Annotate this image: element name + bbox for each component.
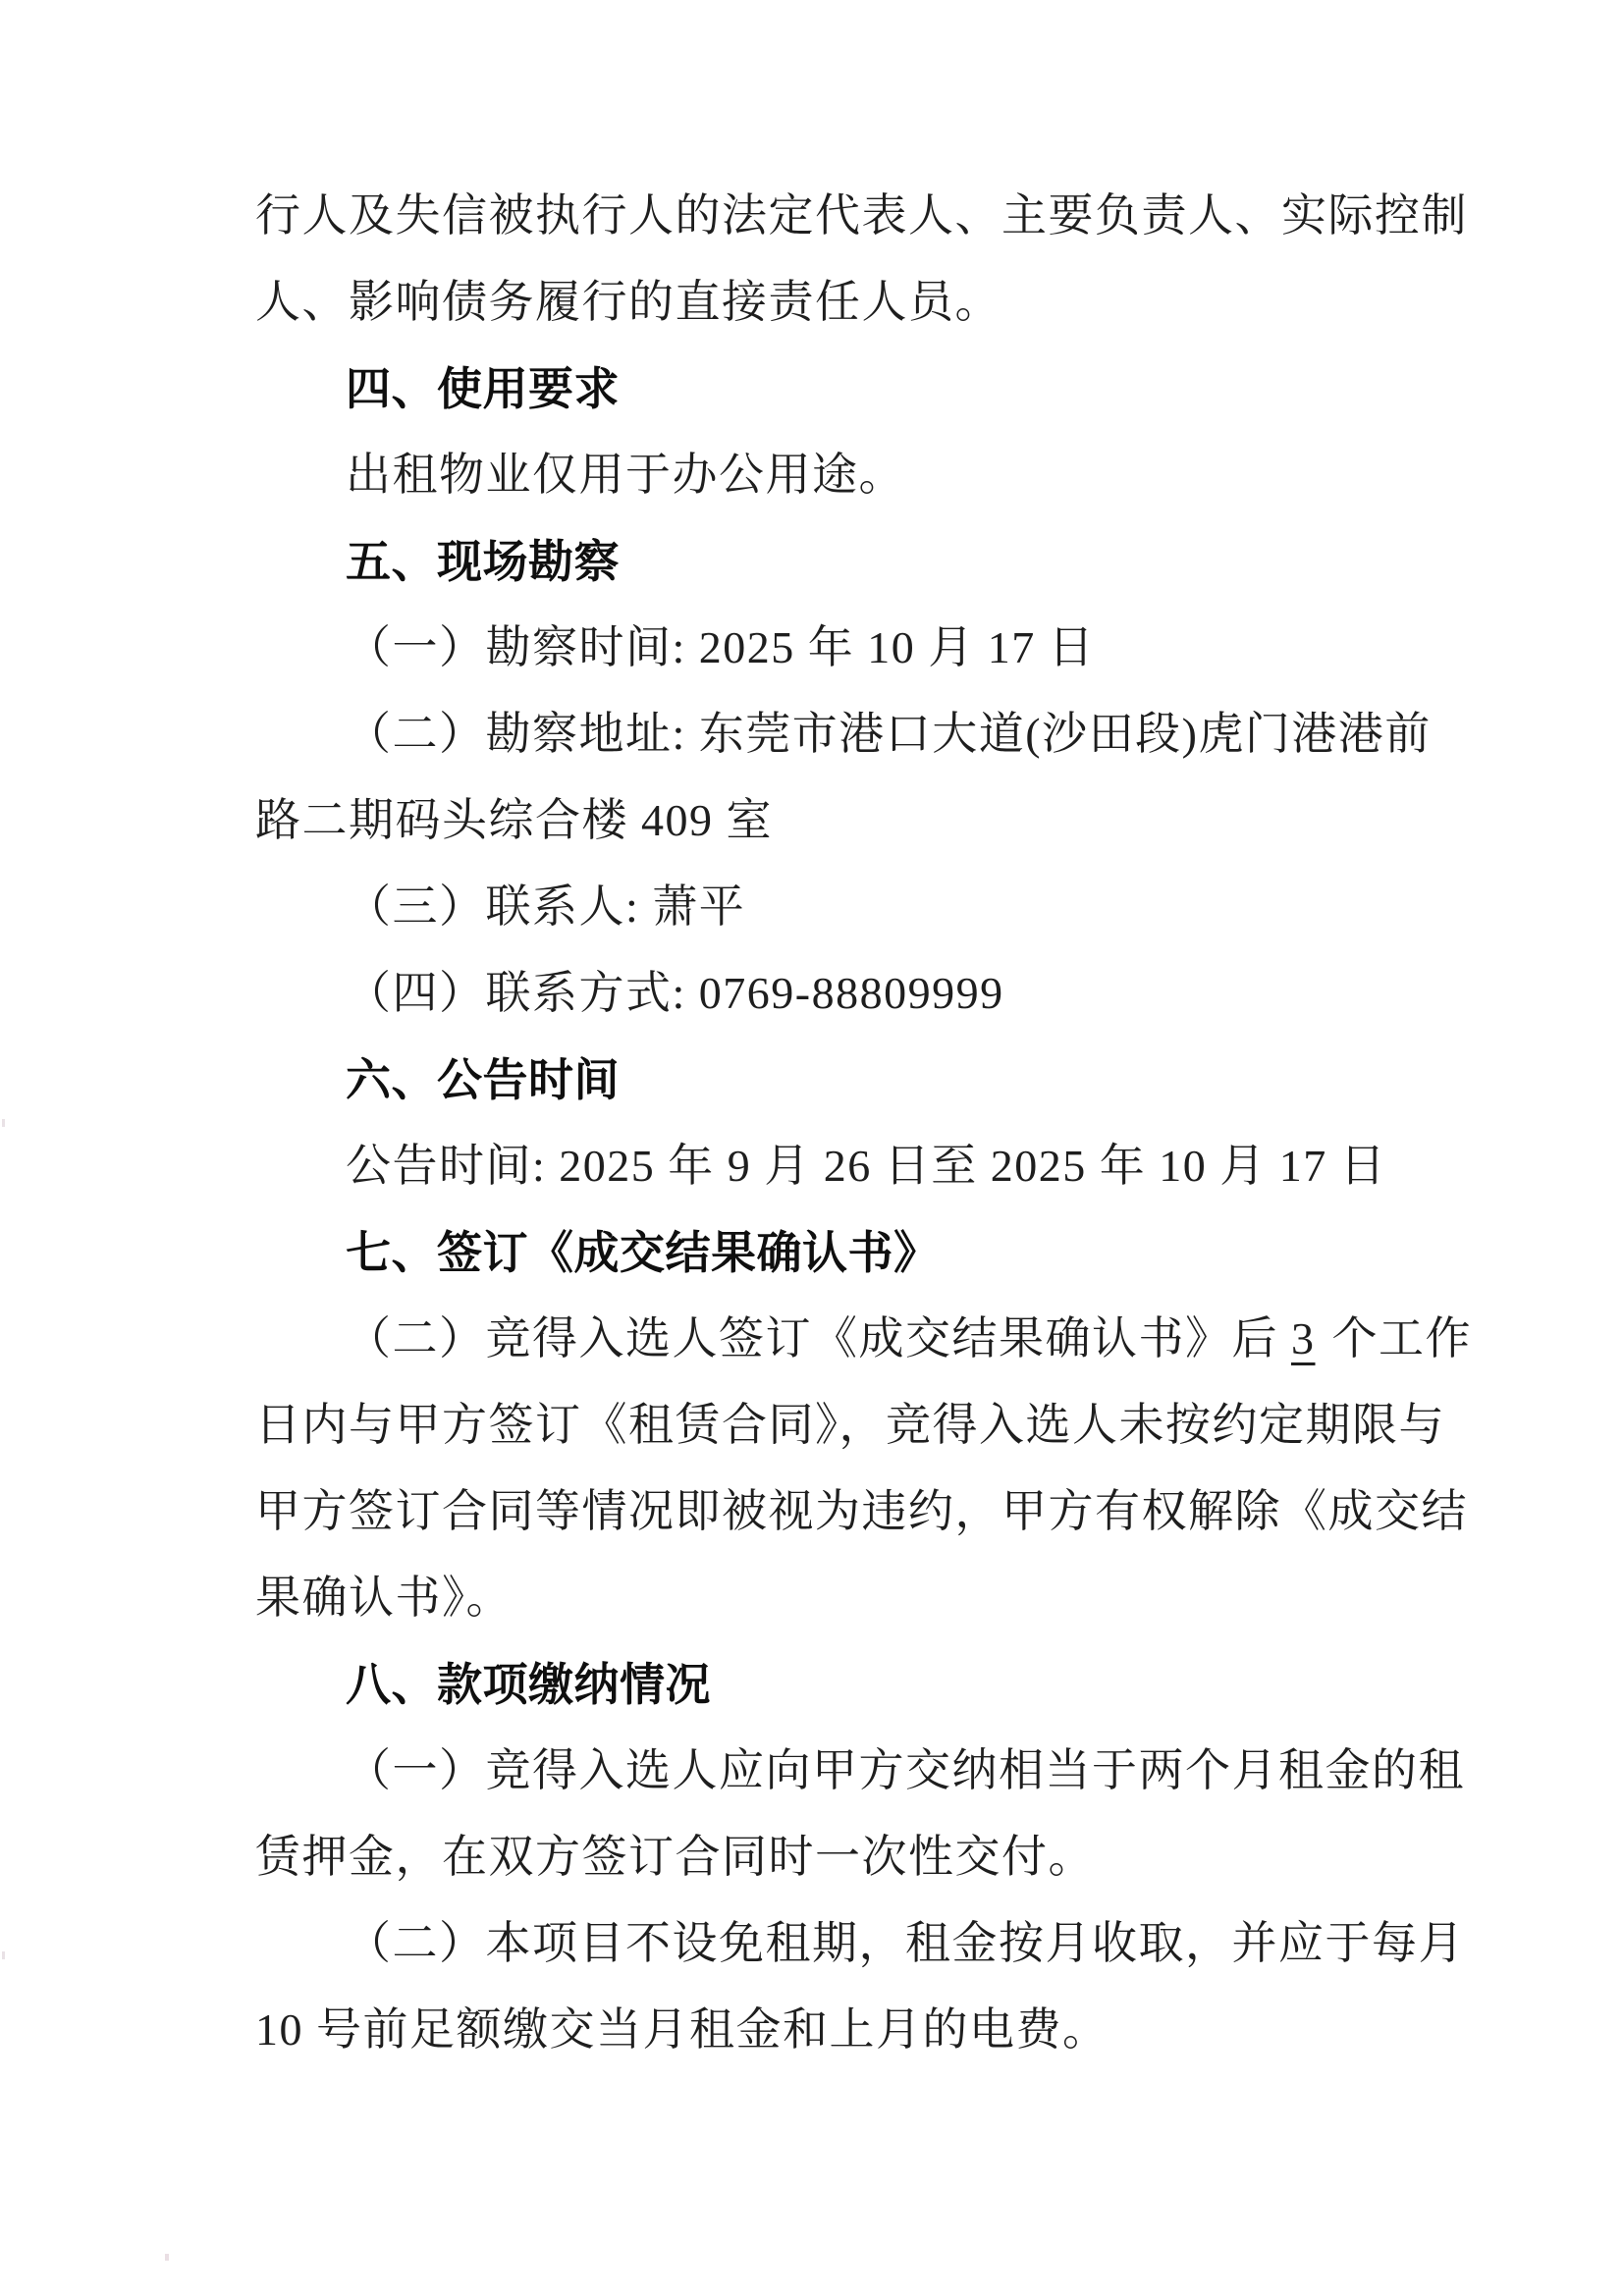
heading-confirmation-signing: 七、签订《成交结果确认书》: [346, 1227, 940, 1278]
scan-artifact: [2, 1119, 5, 1127]
para-survey-address-1: （二）勘察地址: 东莞市港口大道(沙田段)虎门港港前: [346, 709, 1432, 759]
para-deposit-1: （一）竞得入选人应向甲方交纳相当于两个月租金的租: [346, 1745, 1465, 1795]
scan-artifact: [165, 2254, 169, 2261]
para-confirmation-1: [346, 1296, 1623, 1382]
heading-announcement-period: 六、公告时间: [346, 1054, 620, 1105]
para-usage: 出租物业仅用于办公用途。: [346, 450, 905, 500]
para-announcement-period: 公告时间: 2025 年 9 月 26 日至 2025 年 10 月 17 日: [346, 1141, 1387, 1191]
para-confirmation-3: 甲方签订合同等情况即被视为违约，甲方有权解除《成交结: [255, 1486, 1468, 1536]
para-confirmation-4: 果确认书》。: [255, 1573, 513, 1623]
para-confirmation-2: 日内与甲方签订《租赁合同》，竞得入选人未按约定期限与: [255, 1400, 1445, 1450]
para-rent-2: 10 号前足额缴交当月租金和上月的电费。: [255, 2004, 1109, 2055]
para-survey-address-2: 路二期码头综合楼 409 室: [255, 795, 773, 845]
para-survey-contact: （三）联系人: 萧平: [346, 881, 746, 932]
underlined-workdays-number: 3: [1291, 1313, 1316, 1363]
scan-artifact: [2, 1951, 5, 1959]
para-survey-time: （一）勘察时间: 2025 年 10 月 17 日: [346, 622, 1096, 672]
para-confirmation-1-suffix: 个工作: [1319, 1313, 1472, 1363]
heading-usage-requirements: 四、使用要求: [346, 363, 620, 414]
para-confirmation-1-prefix: （二）竞得入选人签订《成交结果确认书》后: [346, 1313, 1291, 1363]
para-deposit-2: 赁押金，在双方签订合同时一次性交付。: [255, 1832, 1095, 1882]
para-rent-1: （二）本项目不设免租期，租金按月收取，并应于每月: [346, 1918, 1465, 1968]
para-survey-phone: （四）联系方式: 0769-88809999: [346, 968, 1004, 1018]
heading-payment: 八、款项缴纳情况: [346, 1659, 711, 1710]
intro-cont-line-2: 人、影响债务履行的直接责任人员。: [255, 277, 1001, 327]
heading-site-survey: 五、现场勘察: [346, 536, 620, 587]
intro-cont-line-1: 行人及失信被执行人的法定代表人、主要负责人、实际控制: [255, 190, 1468, 240]
